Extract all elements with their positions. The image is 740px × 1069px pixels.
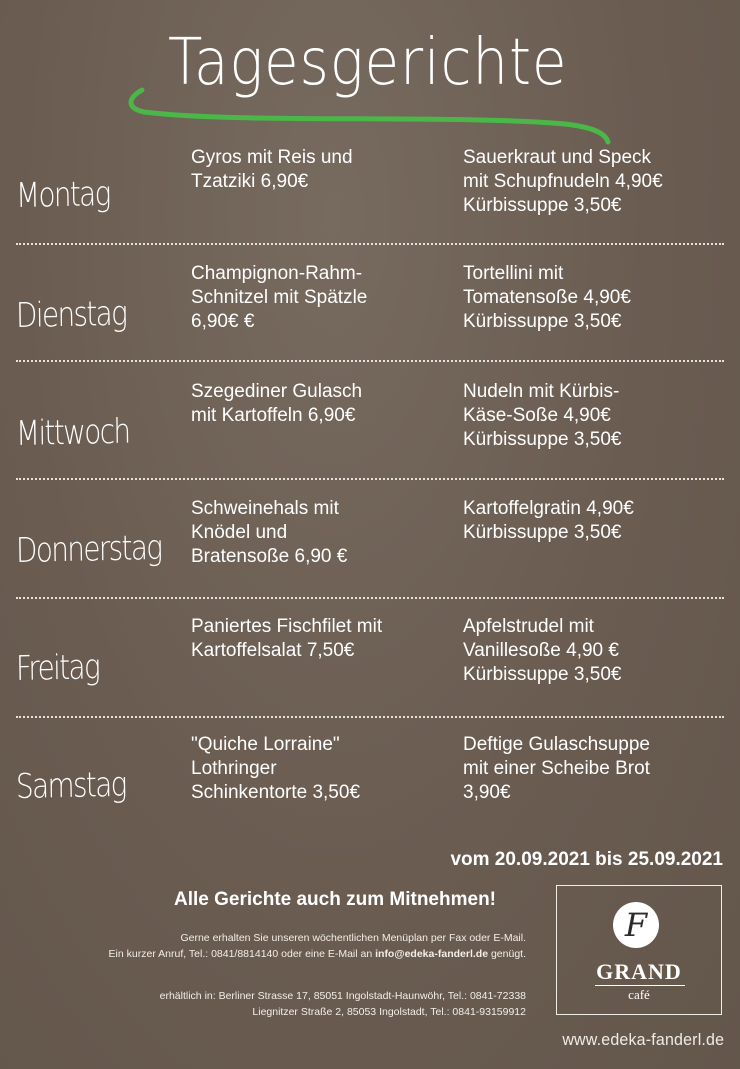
second-dish	[463, 615, 733, 687]
dish-line: mit einer Scheibe Brot	[463, 758, 650, 779]
second-dish	[463, 497, 733, 545]
main-dish	[191, 497, 441, 569]
dotted-divider	[16, 716, 724, 718]
dotted-divider	[16, 597, 724, 599]
dish-line: 3,90€	[463, 782, 511, 803]
dotted-divider	[16, 360, 724, 362]
dish-line: Kürbissuppe 3,50€	[463, 311, 622, 332]
logo-f-icon	[613, 902, 659, 948]
dish-line: Kartoffelgratin 4,90€	[463, 498, 634, 519]
dish-line: Schnitzel mit Spätzle	[191, 287, 368, 308]
address-line-1: erhältlich in: Berliner Strasse 17, 85051 Ingolstadt-Haunwöhr, Tel.: 0841-72338	[159, 990, 526, 1002]
logo-name: GRAND	[596, 959, 682, 984]
email-link[interactable]: info@edeka-fanderl.de	[375, 948, 489, 960]
dish-line: Tortellini mit	[463, 263, 564, 284]
day-label: Montag	[15, 174, 110, 216]
dish-line: Schweinehals mit	[191, 498, 339, 519]
logo-divider	[595, 985, 685, 986]
main-dish	[191, 733, 441, 805]
info-line-2-suffix: genügt.	[488, 948, 526, 960]
dish-line: Sauerkraut und Speck	[463, 147, 652, 168]
day-label: Dienstag	[15, 293, 127, 336]
dish-line: Kürbissuppe 3,50€	[463, 664, 622, 685]
dish-line: Kürbissuppe 3,50€	[463, 522, 622, 543]
dish-line: Vanillesoße 4,90 €	[463, 640, 619, 661]
logo-letter: F	[624, 906, 648, 944]
dotted-divider	[16, 243, 724, 245]
dish-line: Tomatensoße 4,90€	[463, 287, 631, 308]
dish-line: Schinkentorte 3,50€	[191, 782, 361, 803]
second-dish	[463, 146, 733, 218]
dish-line: "Quiche Lorraine"	[191, 734, 340, 755]
dish-line: Gyros mit Reis und	[191, 147, 353, 168]
dish-line: Kürbissuppe 3,50€	[463, 429, 622, 450]
green-swoosh-underline	[120, 84, 620, 154]
dish-line: Käse-Soße 4,90€	[463, 405, 611, 426]
page-title: Tagesgerichte	[168, 26, 568, 100]
main-dish	[191, 380, 441, 428]
day-label: Freitag	[15, 647, 100, 689]
website-link[interactable]: www.edeka-fanderl.de	[562, 1030, 724, 1049]
info-line-1: Gerne erhalten Sie unseren wöchentlichen Menüplan per Fax oder E-Mail.	[180, 932, 526, 944]
dish-line: Bratensoße 6,90 €	[191, 546, 348, 567]
address-text	[160, 988, 526, 1020]
dotted-divider	[16, 478, 724, 480]
dish-line: Deftige Gulaschsuppe	[463, 734, 650, 755]
dish-line: Apfelstrudel mit	[463, 616, 594, 637]
dish-line: Paniertes Fischfilet mit	[191, 616, 383, 637]
dish-line: Tzatziki 6,90€	[191, 171, 309, 192]
second-dish	[463, 262, 733, 334]
dish-line: Kartoffelsalat 7,50€	[191, 640, 355, 661]
main-dish	[191, 146, 441, 194]
dish-line: Lothringer	[191, 758, 277, 779]
dish-line: Nudeln mit Kürbis-	[463, 381, 620, 402]
day-label: Donnerstag	[15, 527, 162, 571]
second-dish	[463, 733, 733, 805]
dish-line: Knödel und	[191, 522, 288, 543]
date-range: vom 20.09.2021 bis 25.09.2021	[450, 849, 723, 870]
dish-line: mit Schupfnudeln 4,90€	[463, 171, 663, 192]
takeaway-note: Alle Gerichte auch zum Mitnehmen!	[174, 889, 496, 910]
info-text	[109, 930, 526, 962]
dish-line: Champignon-Rahm-	[191, 263, 363, 284]
main-dish	[191, 262, 441, 334]
main-dish	[191, 615, 441, 663]
day-label: Samstag	[15, 764, 127, 807]
address-line-2: Liegnitzer Straße 2, 85053 Ingolstadt, Tel.: 0841-93159912	[252, 1006, 526, 1018]
dish-line: Szegediner Gulasch	[191, 381, 363, 402]
info-line-2	[109, 946, 526, 962]
logo-sub: café	[628, 987, 650, 1002]
dish-line: 6,90€ €	[191, 311, 255, 332]
info-line-2-text: Ein kurzer Anruf, Tel.: 0841/8814140 oder eine E-Mail an	[108, 948, 376, 960]
grand-cafe-logo	[556, 885, 722, 1015]
day-label: Mittwoch	[15, 411, 130, 454]
dish-line: mit Kartoffeln 6,90€	[191, 405, 356, 426]
second-dish	[463, 380, 733, 452]
dish-line: Kürbissuppe 3,50€	[463, 195, 622, 216]
